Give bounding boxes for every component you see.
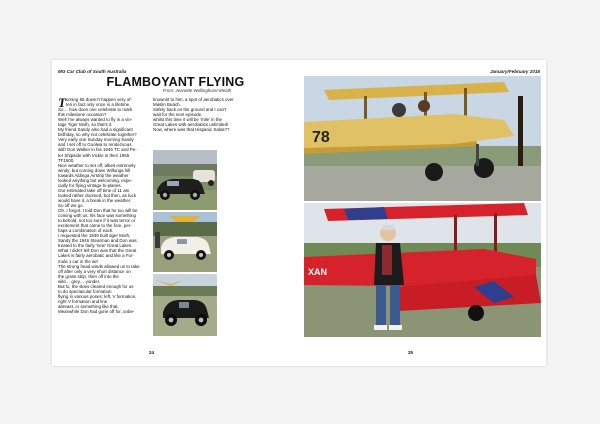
text-line: Safely back on the ground and I can't bbox=[153, 107, 227, 113]
text-line: wait for the next episode, bbox=[153, 112, 203, 118]
text-line: So… how does one celebrate to mark bbox=[58, 107, 133, 113]
text-line: What I didn't tell Don was that the Great bbox=[58, 248, 137, 254]
text-line: abreast, or something like that. bbox=[58, 303, 119, 309]
drop-cap: T bbox=[58, 95, 66, 110]
text-line: birthday, so why not celebrate together? bbox=[58, 132, 137, 138]
text-line: to do spectacular formation bbox=[58, 288, 112, 294]
text-line: ten in fact only once in a lifetime. bbox=[66, 102, 131, 108]
text-line: whilst this time it will be 'mile' in the bbox=[153, 117, 223, 123]
svg-text:78: 78 bbox=[312, 129, 330, 146]
text-line: windy; but coming down Willunga hill bbox=[58, 167, 131, 173]
article-column-1 bbox=[58, 97, 148, 314]
text-line: towards Aldinga Airstrip the weather bbox=[58, 172, 129, 178]
text-line: tage Tiger Moth, so that's it. bbox=[58, 122, 113, 128]
svg-text:XAN: XAN bbox=[308, 267, 328, 277]
black-mg-tc-photo bbox=[153, 274, 217, 336]
text-line: would have it, a break in the weather. bbox=[58, 197, 132, 203]
text-line: Lakes is fairly aerobatic and like a For- bbox=[58, 253, 134, 259]
text-line: mula 1 car in the air! bbox=[58, 258, 99, 264]
text-line: right V formation and line bbox=[58, 298, 108, 304]
article-byline: From: Jeanette Wallinghurst-Meath bbox=[162, 88, 232, 93]
text-line: knownst to him, a spot of aerobatics over bbox=[153, 97, 234, 102]
text-line: Nice weather to set off, albeit extremely bbox=[58, 162, 136, 168]
text-line: looked anything but welcoming, espe- bbox=[58, 177, 133, 183]
text-line: Our estimated take off time of 11 am bbox=[58, 187, 130, 193]
page-number: 25 bbox=[408, 350, 414, 355]
article-column-2 bbox=[153, 97, 295, 132]
text-line: Maslin Beach. bbox=[153, 102, 181, 108]
text-line: Sandy the 1946 Stearman and Don was bbox=[58, 238, 137, 244]
text-line: I requested the 1939 built tiger Moth, bbox=[58, 233, 131, 239]
text-line: Oh, I forgot, I told Don that he too will be bbox=[58, 208, 138, 214]
text-line: and I set off to Goolwa to rendezvous bbox=[58, 142, 132, 148]
text-line: the grass strip, then off into the bbox=[58, 273, 119, 279]
text-line: off after only a very short distance on bbox=[58, 268, 131, 274]
text-line: So off we go. bbox=[58, 202, 84, 208]
text-line: Meanwhile Don had gone off for, unbe- bbox=[58, 308, 135, 314]
text-line: urning 65 doesn't happen very of- bbox=[66, 97, 132, 102]
text-line: cially for flying vintage bi-planes. bbox=[58, 182, 122, 188]
page-number: 24 bbox=[149, 350, 155, 355]
text-line: haps a combination of each. bbox=[58, 228, 114, 234]
text-line: to behold, not too sure if it was terror or bbox=[58, 218, 136, 224]
text-line: this milestone occasion? bbox=[58, 112, 107, 118]
text-line: But lo, the skies cleared enough for us bbox=[58, 283, 134, 289]
text-line: TF1500. bbox=[58, 157, 75, 163]
left-page bbox=[52, 60, 299, 366]
magazine-spread bbox=[52, 60, 546, 366]
text-line: Very early one Sunday morning Sandy bbox=[58, 137, 134, 143]
red-great-lakes-biplane-with-pilot-photo bbox=[304, 203, 541, 337]
white-vintage-mg-photo bbox=[153, 212, 217, 272]
text-line: coming with us; his face was something bbox=[58, 213, 136, 219]
two-mg-cars-on-grass-photo bbox=[153, 150, 217, 210]
text-line: flying in various poses; left, V formation, bbox=[58, 293, 137, 299]
text-line: My friend Sandy also had a significant bbox=[58, 127, 133, 133]
text-line: wild… grey… yonder. bbox=[58, 278, 101, 284]
issue-date: January/February 2018 bbox=[489, 69, 540, 74]
article-title: FLAMBOYANT FLYING bbox=[106, 75, 245, 89]
text-line: excitement that came to the fore, per- bbox=[58, 223, 132, 229]
text-line: ter Shipside with Vickie in their 1955 bbox=[58, 152, 130, 158]
text-line: The strong head winds allowed us to take bbox=[58, 263, 140, 269]
text-line: with Don Walker in his 1946 TC and Pe- bbox=[58, 147, 137, 153]
club-header: MG Car Club of South Australia bbox=[58, 69, 127, 74]
tiger-moth-biplane-photo bbox=[304, 76, 541, 201]
text-line: Well I've always wanted to fly in a vin- bbox=[58, 117, 133, 123]
text-line: looked rather doomed, but then, as luck bbox=[58, 192, 136, 198]
text-line: treated to the fairly 'new' Great Lakes. bbox=[58, 243, 133, 249]
text-line: Great Lakes with aerobatics unlimited! bbox=[153, 122, 229, 128]
text-line: Now, where was that Hispanic Salsa?? bbox=[153, 127, 230, 133]
right-page bbox=[299, 60, 546, 366]
